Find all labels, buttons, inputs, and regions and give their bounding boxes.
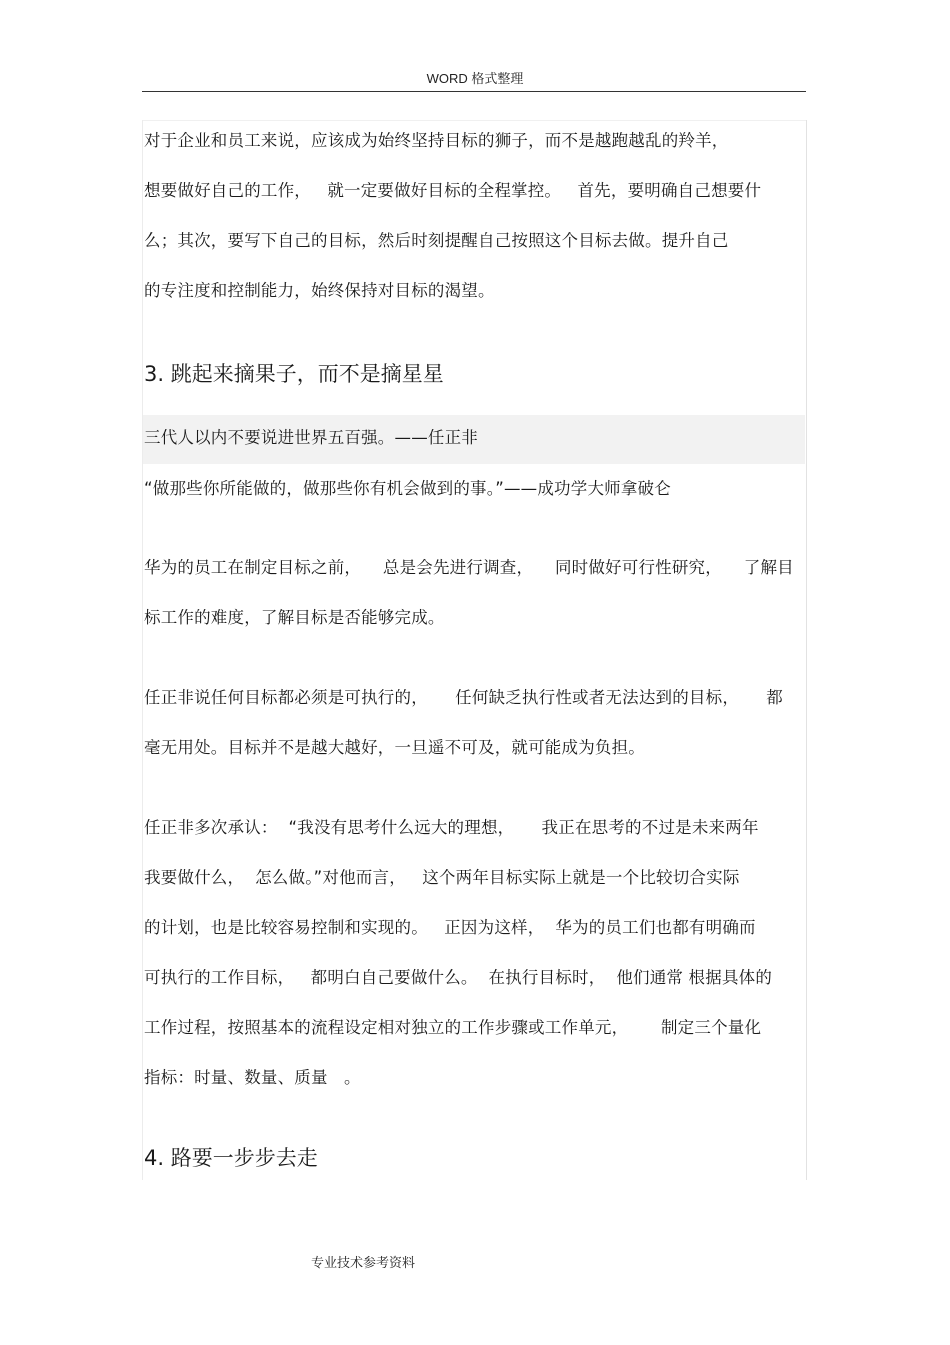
header-divider <box>142 91 806 92</box>
paragraph-line: 我要做什么， 怎么做。”对他而言， 这个两年目标实际上就是一个比较切合实际 <box>144 868 740 887</box>
paragraph-line: 华为的员工在制定目标之前， 总是会先进行调查， 同时做好可行性研究， 了解目 <box>144 558 794 577</box>
section-heading-3: 3. 跳起来摘果子，而不是摘星星 <box>144 362 444 386</box>
paragraph-line: 么；其次，要写下自己的目标，然后时刻提醒自己按照这个目标去做。提升自己 <box>144 231 729 250</box>
page-footer-text: 专业技术参考资料 <box>311 1256 416 1271</box>
paragraph-line: 任正非多次承认： “我没有思考什么远大的理想， 我正在思考的不过是未来两年 <box>144 818 759 837</box>
page-header-title: WORD 格式整理 <box>426 71 524 86</box>
section-heading-4: 4. 路要一步步去走 <box>144 1146 318 1170</box>
paragraph-line: 标工作的难度，了解目标是否能够完成。 <box>144 608 445 627</box>
quote-line: “做那些你所能做的，做那些你有机会做到的事。”——成功学大师拿破仑 <box>144 479 671 498</box>
paragraph-line: 毫无用处。目标并不是越大越好，一旦遥不可及，就可能成为负担。 <box>144 738 645 757</box>
paragraph-line: 的专注度和控制能力，始终保持对目标的渴望。 <box>144 281 495 300</box>
quote-line: 三代人以内不要说进世界五百强。——任正非 <box>144 428 478 447</box>
content-frame-top <box>142 120 806 121</box>
paragraph-line: 想要做好自己的工作， 就一定要做好目标的全程掌控。 首先，要明确自己想要什 <box>144 181 762 200</box>
paragraph-line: 任正非说任何目标都必须是可执行的， 任何缺乏执行性或者无法达到的目标， 都 <box>144 688 783 707</box>
paragraph-line: 的计划，也是比较容易控制和实现的。 正因为这样， 华为的员工们也都有明确而 <box>144 918 756 937</box>
paragraph-line: 对于企业和员工来说，应该成为始终坚持目标的狮子，而不是越跑越乱的羚羊， <box>144 131 729 150</box>
paragraph-line: 工作过程，按照基本的流程设定相对独立的工作步骤或工作单元， 制定三个量化 <box>144 1018 762 1037</box>
content-frame-left <box>142 120 143 1180</box>
paragraph-line: 可执行的工作目标， 都明白自己要做什么。 在执行目标时， 他们通常 根据具体的 <box>144 968 773 987</box>
paragraph-line: 指标：时量、数量、质量 。 <box>144 1068 361 1087</box>
